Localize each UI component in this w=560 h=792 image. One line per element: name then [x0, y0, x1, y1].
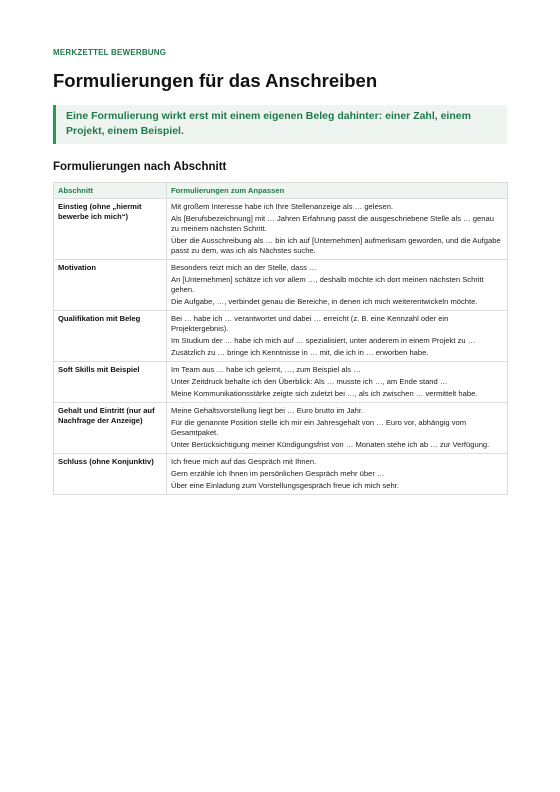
section-title: Formulierungen nach Abschnitt: [53, 161, 227, 173]
row-phrases: [167, 403, 508, 454]
table-row: [54, 311, 508, 362]
phrase-text: Bei … habe ich … verantwortet und dabei … erreicht (z. B. eine Kennzahl oder ein Projektergebnis).: [171, 314, 449, 333]
row-section-name: Gehalt und Eintritt (nur auf Nachfrage der Anzeige): [54, 403, 167, 454]
row-section-name: Qualifikation mit Beleg: [54, 311, 167, 362]
table-row: [54, 362, 508, 403]
row-phrases: [167, 454, 508, 495]
phrase-text: Zusätzlich zu … bringe ich Kenntnisse in … mit, die ich in … erworben habe.: [171, 348, 429, 357]
phrase-text: Für die genannte Position stelle ich mir ein Jahresgehalt von … Euro vor, abhängig vom Gesamtpaket.: [171, 418, 467, 437]
row-phrases: [167, 362, 508, 403]
row-phrases: [167, 199, 508, 260]
phrase-text: Unter Zeitdruck behalte ich den Überblick: Als … musste ich …, am Ende stand …: [171, 377, 448, 386]
row-section-name: Schluss (ohne Konjunktiv): [54, 454, 167, 495]
page-title: Formulierungen für das Anschreiben: [53, 70, 378, 91]
phrase-text: Unter Berücksichtigung meiner Kündigungsfrist von … Monaten stehe ich ab … zur Verfügung.: [171, 440, 490, 449]
document-eyebrow: MERKZETTEL BEWERBUNG: [53, 48, 167, 57]
row-section-name: Einstieg (ohne „hiermit bewerbe ich mich“): [54, 199, 167, 260]
table-header-row: [54, 183, 508, 199]
column-header-section: Abschnitt: [54, 183, 167, 199]
row-phrases: [167, 311, 508, 362]
phrase-text: Mit großem Interesse habe ich Ihre Stellenanzeige als … gelesen.: [171, 202, 394, 211]
column-header-phrases: Formulierungen zum Anpassen: [167, 183, 508, 199]
phrase-text: Meine Gehaltsvorstellung liegt bei … Euro brutto im Jahr.: [171, 406, 364, 415]
phrase-text: Die Aufgabe, …, verbindet genau die Bereiche, in denen ich mich weiterentwickeln möchte.: [171, 297, 478, 306]
phrase-text: Im Studium der … habe ich mich auf … spezialisiert, unter anderem in einem Projekt zu …: [171, 336, 476, 345]
phrase-text: Im Team aus … habe ich gelernt, …, zum Beispiel als …: [171, 365, 361, 374]
row-section-name: Motivation: [54, 260, 167, 311]
phrase-text: Besonders reizt mich an der Stelle, dass …: [171, 263, 317, 272]
table-row: [54, 454, 508, 495]
phrases-table: [53, 182, 508, 495]
phrase-text: Ich freue mich auf das Gespräch mit Ihnen.: [171, 457, 317, 466]
phrase-text: Als [Berufsbezeichnung] mit … Jahren Erfahrung passt die ausgeschriebene Stelle als … genau zu meinem nächsten Schritt.: [171, 214, 494, 233]
callout-box: Eine Formulierung wirkt erst mit einem eigenen Beleg dahinter: einer Zahl, einem Projekt, einem Beispiel.: [53, 105, 507, 144]
phrase-text: Gern erzähle ich Ihnen im persönlichen Gespräch mehr über …: [171, 469, 385, 478]
row-section-name: Soft Skills mit Beispiel: [54, 362, 167, 403]
table-row: [54, 403, 508, 454]
phrase-text: An [Unternehmen] schätze ich vor allem …, deshalb möchte ich dort meinen nächsten Schritt gehen.: [171, 275, 484, 294]
table-row: [54, 199, 508, 260]
phrase-text: Über die Ausschreibung als … bin ich auf [Unternehmen] aufmerksam geworden, und die Aufgabe passt zu dem, was ich als Nächstes suche.: [171, 236, 501, 255]
row-phrases: [167, 260, 508, 311]
phrase-text: Über eine Einladung zum Vorstellungsgespräch freue ich mich sehr.: [171, 481, 399, 490]
table-row: [54, 260, 508, 311]
phrase-text: Meine Kommunikationsstärke zeigte sich zuletzt bei …, als ich zwischen … vermittelt habe.: [171, 389, 478, 398]
